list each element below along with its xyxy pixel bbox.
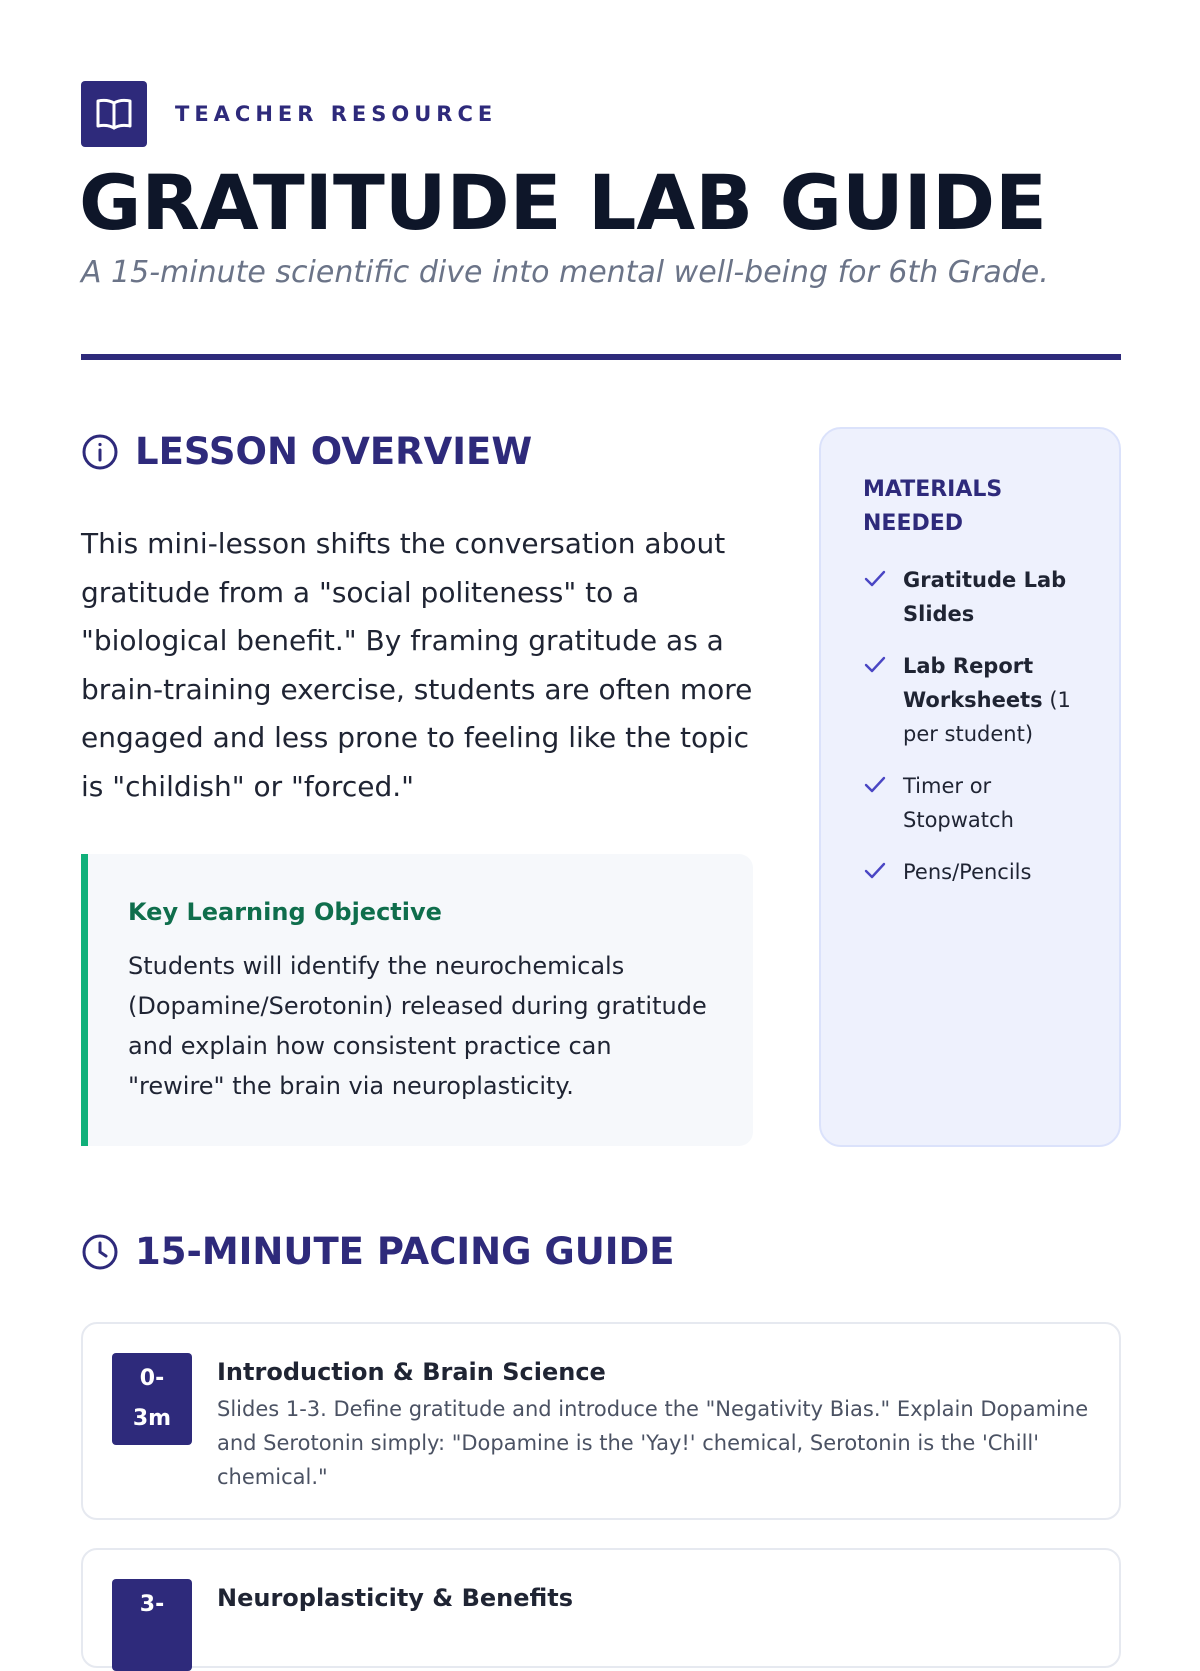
page-title: GRATITUDE LAB GUIDE — [79, 158, 1047, 247]
check-icon — [863, 859, 887, 883]
header-divider — [81, 354, 1121, 360]
objective-body: Students will identify the neurochemicals (Dopamine/Serotonin) released during gratitude and explain how consistent practice can "rewire" the brain via neuroplasticity. — [128, 952, 707, 1100]
material-note: Timer or Stopwatch — [903, 774, 1014, 832]
info-circle-icon — [81, 433, 119, 471]
material-note: Pens/Pencils — [903, 860, 1032, 884]
time-range-start: 0- — [139, 1366, 165, 1391]
overview-heading — [81, 430, 532, 473]
eyebrow-label: TEACHER RESOURCE — [175, 102, 498, 126]
material-name: Gratitude Lab Slides — [903, 568, 1067, 626]
overview-heading-label: LESSON OVERVIEW — [135, 430, 533, 473]
time-range-start: 3- — [139, 1592, 165, 1617]
objective-title: Key Learning Objective — [128, 898, 442, 926]
pacing-step-card — [81, 1322, 1121, 1520]
step-title: Neuroplasticity & Benefits — [217, 1584, 574, 1612]
material-item — [863, 855, 1085, 889]
materials-title: MATERIALS NEEDED — [863, 477, 1003, 536]
pacing-step-card — [81, 1548, 1121, 1668]
open-book-icon — [81, 81, 147, 147]
material-note: (1 per student) — [903, 688, 1071, 746]
learning-objective-callout — [81, 854, 753, 1146]
check-icon — [863, 567, 887, 591]
step-description: Slides 1-3. Define gratitude and introduce the "Negativity Bias." Explain Dopamine and Serotonin simply: "Dopamine is the 'Yay!' chemical, Serotonin is the 'Chill' chemical." — [217, 1397, 1089, 1489]
time-badge — [112, 1353, 192, 1445]
overview-paragraph: This mini-lesson shifts the conversation about gratitude from a "social politeness" to a "biological benefit." By framing gratitude as a brain-training exercise, students are often more engaged and less prone to feeling like the topic is "childish" or "forced." — [81, 527, 753, 803]
clock-icon — [81, 1233, 119, 1271]
check-icon — [863, 653, 887, 677]
pacing-heading — [81, 1230, 675, 1273]
check-icon — [863, 773, 887, 797]
material-item — [863, 563, 1085, 631]
page-subtitle: A 15-minute scientific dive into mental well-being for 6th Grade. — [81, 255, 1049, 290]
material-item — [863, 769, 1085, 837]
material-item — [863, 649, 1085, 751]
time-badge — [112, 1579, 192, 1671]
time-range-end: 3m — [132, 1406, 172, 1431]
materials-panel — [819, 427, 1121, 1147]
step-title: Introduction & Brain Science — [217, 1358, 606, 1386]
eyebrow — [81, 81, 497, 147]
material-name: Lab Report Worksheets — [903, 654, 1043, 712]
pacing-heading-label: 15-MINUTE PACING GUIDE — [135, 1230, 675, 1273]
